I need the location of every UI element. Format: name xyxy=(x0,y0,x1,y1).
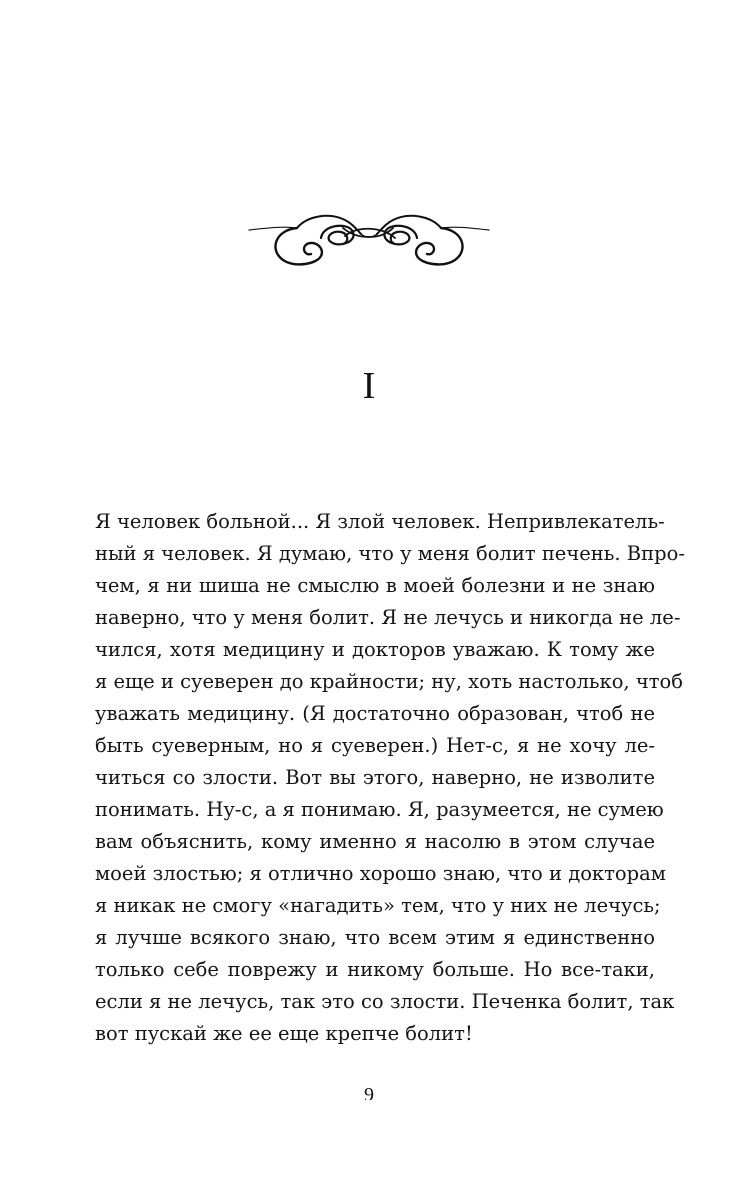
paragraph-line: я еще и суеверен до крайности; ну, хоть настолько, чтоб xyxy=(95,670,683,693)
paragraph-line: уважать медицину. (Я достаточно образован, чтоб не xyxy=(95,702,655,725)
paragraph-line: если я не лечусь, так это со злости. Печенка болит, так xyxy=(95,990,675,1013)
paragraph-line: вам объяснить, кому именно я насолю в этом случае xyxy=(95,830,655,853)
flourish-ornament-icon xyxy=(245,206,493,270)
paragraph-line: ный я человек. Я думаю, что у меня болит печень. Впро- xyxy=(95,542,685,565)
paragraph-line: понимать. Ну-с, а я понимаю. Я, разумеется, не сумею xyxy=(95,798,664,821)
paragraph-line: читься со злости. Вот вы этого, наверно, не изволите xyxy=(95,766,655,789)
page-number: 9 xyxy=(364,1084,374,1100)
paragraph-line: чился, хотя медицину и докторов уважаю. К тому же xyxy=(95,638,655,661)
paragraph-line: Я человек больной... Я злой человек. Непривлекатель- xyxy=(95,510,665,533)
paragraph-line: только себе поврежу и никому больше. Но все-таки, xyxy=(95,958,655,981)
chapter-number: I xyxy=(362,365,376,407)
paragraph-line: вот пускай же ее еще крепче болит! xyxy=(95,1022,473,1045)
paragraph-line: я лучше всякого знаю, что всем этим я единственно xyxy=(95,926,655,949)
chapter-paragraph xyxy=(95,506,685,1050)
paragraph-line: я никак не смогу «нагадить» тем, что у них не лечусь; xyxy=(95,894,661,917)
paragraph-line: чем, я ни шиша не смыслю в моей болезни и не знаю xyxy=(95,574,655,597)
paragraph-line: наверно, что у меня болит. Я не лечусь и никогда не ле- xyxy=(95,606,681,629)
paragraph-line: моей злостью; я отлично хорошо знаю, что и докторам xyxy=(95,862,666,885)
paragraph-line: быть суеверным, но я суеверен.) Нет-с, я не хочу ле- xyxy=(95,734,655,757)
